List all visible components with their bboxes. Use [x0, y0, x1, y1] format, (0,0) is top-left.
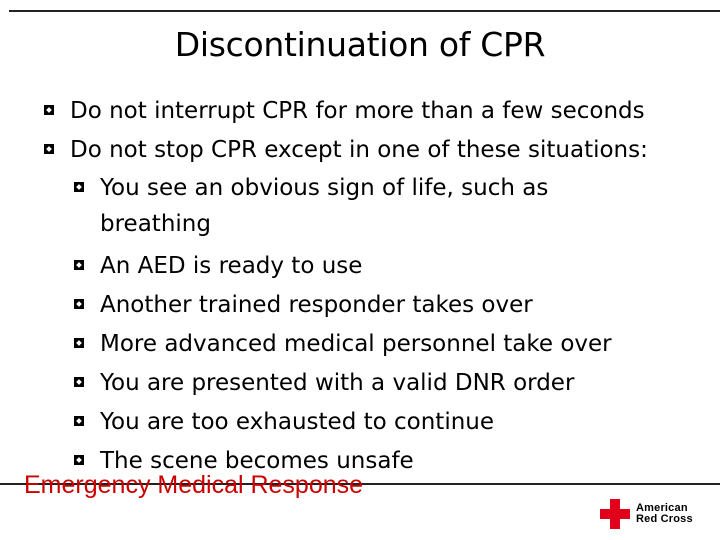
bullet-text: Do not stop CPR except in one of these situations: [70, 137, 648, 163]
square-bullet-icon [74, 377, 84, 387]
square-bullet-icon [74, 182, 84, 192]
logo-line-2: Red Cross [636, 513, 693, 525]
top-divider [9, 10, 720, 12]
sub-list-item [44, 365, 704, 401]
sub-bullet-text: You are presented with a valid DNR order [100, 370, 575, 396]
footer-title: Emergency Medical Response [24, 471, 364, 499]
bullet-list [44, 92, 704, 479]
red-cross-icon [600, 499, 630, 529]
sub-bullet-text: The scene becomes unsafe [100, 448, 414, 474]
sub-list-item [44, 326, 704, 362]
sub-bullet-text: You are too exhausted to continue [100, 409, 495, 435]
sub-bullet-text: You see an obvious sign of life, such as breathing [100, 175, 549, 237]
square-bullet-icon [74, 416, 84, 426]
logo-line-1: American [636, 502, 688, 514]
square-bullet-icon [74, 338, 84, 348]
sub-list-item [44, 287, 704, 323]
square-bullet-icon [74, 260, 84, 270]
sub-bullet-text: Another trained responder takes over [100, 292, 533, 318]
square-bullet-icon [74, 455, 84, 465]
logo-wordmark [636, 503, 693, 525]
red-cross-logo [600, 495, 712, 533]
sub-list-item [44, 170, 554, 242]
sub-bullet-text: An AED is ready to use [100, 253, 363, 279]
sub-bullet-text: More advanced medical personnel take over [100, 331, 612, 357]
square-bullet-icon [44, 105, 54, 115]
square-bullet-icon [44, 144, 54, 154]
sub-list-item [44, 404, 704, 440]
slide-title: Discontinuation of CPR [174, 25, 546, 64]
list-item [44, 131, 704, 170]
sub-list-item [44, 248, 704, 284]
square-bullet-icon [74, 299, 84, 309]
list-item [44, 92, 704, 131]
bullet-text: Do not interrupt CPR for more than a few seconds [70, 98, 645, 124]
